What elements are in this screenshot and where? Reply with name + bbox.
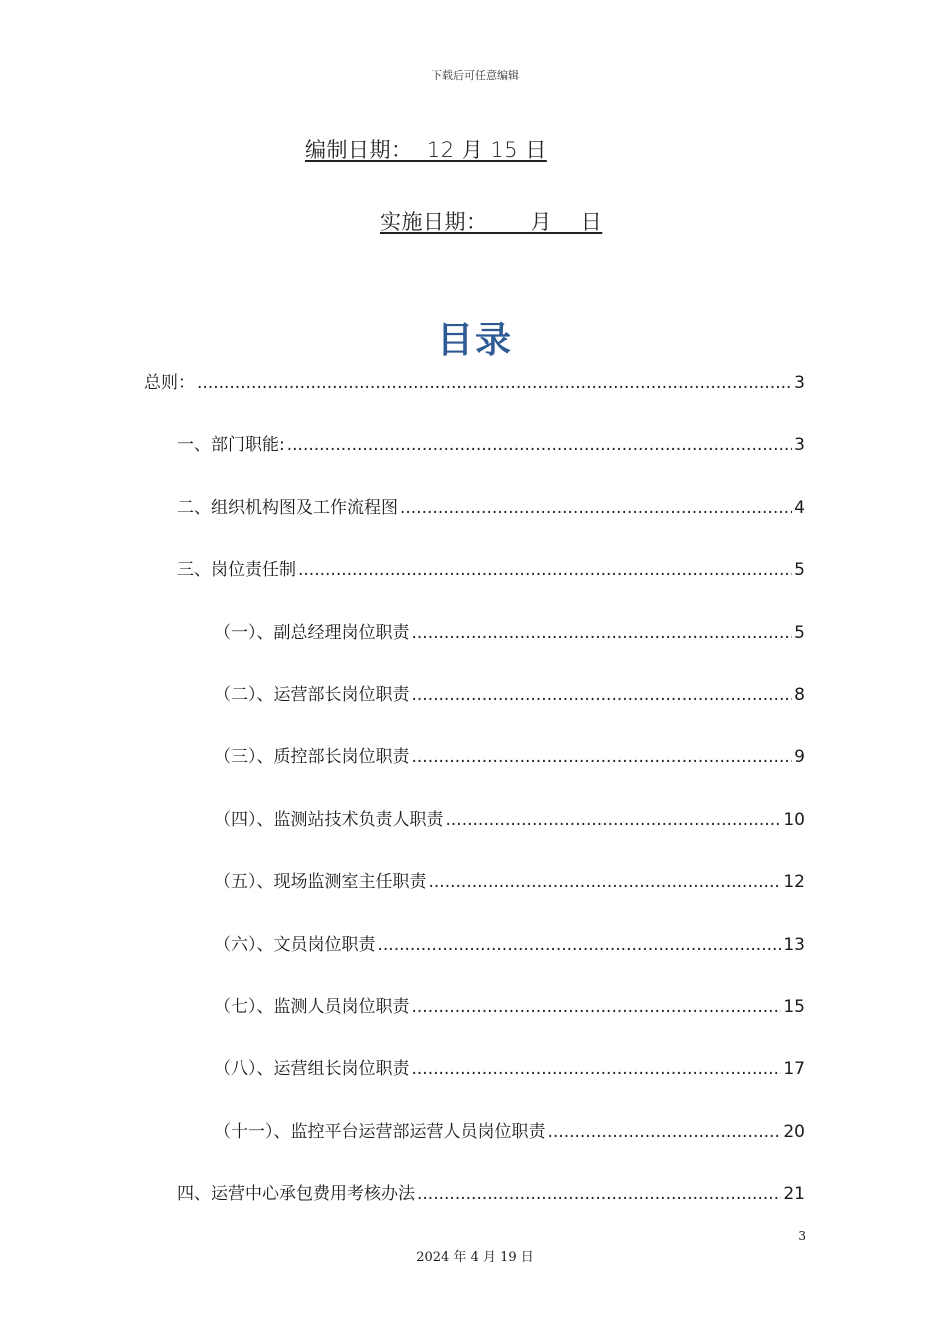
toc-entry-page: 5 (794, 560, 805, 580)
toc-entry-label: 总则： (144, 373, 195, 393)
toc-leader-dots (197, 370, 792, 396)
toc-leader-dots (378, 932, 782, 958)
toc-leader-dots (412, 620, 793, 646)
toc-entry-page: 20 (783, 1122, 805, 1142)
toc-entry-label: （四）、监测站技术负责人职责 (214, 810, 444, 830)
toc-leader-dots (548, 1119, 782, 1145)
toc-entry-label: 三、岗位责任制 (177, 560, 296, 580)
toc-leader-dots (400, 495, 792, 521)
toc-leader-dots (412, 994, 782, 1020)
toc-entry[interactable] (214, 869, 805, 895)
toc-entry[interactable] (214, 807, 805, 833)
toc-entry-page: 3 (794, 435, 805, 455)
toc-leader-dots (446, 807, 782, 833)
toc-entry-label: （八）、运营组长岗位职责 (214, 1059, 410, 1079)
toc-entry-label: 四、运营中心承包费用考核办法 (177, 1184, 415, 1204)
toc-entry-label: （七）、监测人员岗位职责 (214, 997, 410, 1017)
toc-entry-page: 15 (783, 997, 805, 1017)
toc-entry[interactable] (214, 1056, 805, 1082)
toc-entry[interactable] (177, 495, 805, 521)
implementation-date: 实施日期： 月 日 (380, 210, 603, 234)
toc-entry-label: （十一）、监控平台运营部运营人员岗位职责 (214, 1122, 546, 1142)
toc-entry-label: （六）、文员岗位职责 (214, 935, 376, 955)
toc-leader-dots (287, 432, 792, 458)
toc-entry[interactable] (214, 994, 805, 1020)
toc-leader-dots (298, 557, 792, 583)
toc-entry-label: （五）、现场监测室主任职责 (214, 872, 427, 892)
toc-entry-page: 21 (783, 1184, 805, 1204)
compile-date: 编制日期： 12 月 15 日 (305, 138, 547, 162)
toc-entry-page: 10 (783, 810, 805, 830)
toc-title: 目录 (436, 320, 513, 361)
page-number: 3 (798, 1229, 806, 1243)
footer-date: 2024 年 4 月 19 日 (416, 1250, 534, 1265)
toc-leader-dots (412, 682, 793, 708)
toc-entry[interactable] (214, 744, 805, 770)
toc-entry[interactable] (177, 1181, 805, 1207)
toc-entry-page: 5 (794, 623, 805, 643)
toc-entry[interactable] (177, 557, 805, 583)
toc-entry-label: （二）、运营部长岗位职责 (214, 685, 410, 705)
toc-entry-label: 二、组织机构图及工作流程图 (177, 498, 398, 518)
toc-leader-dots (412, 1056, 782, 1082)
toc-entry-page: 9 (794, 747, 805, 767)
toc-leader-dots (429, 869, 782, 895)
toc-entry[interactable] (214, 682, 805, 708)
toc-entry-page: 4 (794, 498, 805, 518)
toc-leader-dots (412, 744, 793, 770)
toc-leader-dots (417, 1181, 781, 1207)
toc-entry-label: （三）、质控部长岗位职责 (214, 747, 410, 767)
toc-entry-page: 17 (783, 1059, 805, 1079)
header-note: 下载后可任意编辑 (431, 69, 519, 82)
toc-entry[interactable] (177, 432, 805, 458)
toc-entry-label: （一）、副总经理岗位职责 (214, 623, 410, 643)
toc-entry[interactable] (214, 932, 805, 958)
toc-entry-page: 13 (783, 935, 805, 955)
toc-entry-page: 12 (783, 872, 805, 892)
toc-entry[interactable] (214, 620, 805, 646)
toc-entry[interactable] (214, 1119, 805, 1145)
toc-entry-label: 一、部门职能: (177, 435, 285, 455)
toc-entry[interactable] (144, 370, 805, 396)
toc-entry-page: 8 (794, 685, 805, 705)
toc-entry-page: 3 (794, 373, 805, 393)
